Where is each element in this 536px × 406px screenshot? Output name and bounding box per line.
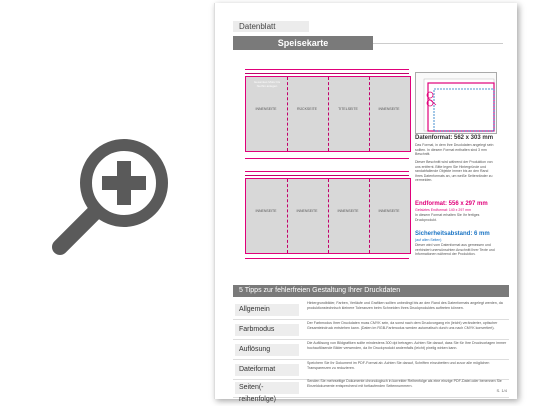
endformat-heading: Endformat: 556 x 297 mm [415, 201, 488, 207]
tip-text: Der Farbmodus Ihrer Druckdaten muss CMYK sein, da sonst nach dem Druckvorgang ein (leicht) veränderter, optischer Gesamteindruck entstehen kann. (Daten im RGB-Farbmodus werden automatisch durch uns nach CMYK konvertiert). [307, 321, 498, 330]
dimension-line [245, 158, 409, 159]
tip-row [233, 377, 509, 403]
fold-label: RÜCKSEITE [296, 107, 318, 111]
beschnitt-text: Dieser Beschnitt wird während der Produktion von uns entfernt. Bitte legen Sie Hintergründe und randabfallende Objekte immer bis an den Rand Ihres Datenformats an, um weiße Seitenränder zu vermeiden. [415, 160, 493, 182]
layout-diagram-1 [215, 58, 415, 168]
tip-text: Senden Sie mehrseitige Dokumente chronologisch in korrekter Reihenfolge als eine einzige PDF-Datei oder benennen Sie Einzeldokumente entsprechend mit fortlaufenden Seitennummern. [307, 379, 502, 388]
motif-note: Gesamtes Motiv bis hierhin anlegen [253, 80, 281, 88]
fold-label: INNENSEITE [296, 209, 318, 213]
endformat-subheading: Gefalztes Endformat: 140 x 297 mm [415, 208, 472, 212]
tip-text: Speichern Sie Ihr Dokument im PDF-Format ab. Achten Sie darauf, Schriften einzubetten und zuvor alle möglichen Transparenzen zu reduzieren. [307, 361, 490, 370]
tips-heading: 5 Tipps zur fehlerfreien Gestaltung Ihrer Druckdaten [233, 285, 509, 297]
fold-label: INNENSEITE [255, 107, 277, 111]
fold-line [287, 179, 288, 253]
divider [373, 43, 503, 44]
tip-text: Die Auflösung von Bildgrafiken sollte mindestens 300 dpi betragen. Achten Sie darauf, dass Sie für Ihre Druckvorlagen immer hochauflösende Bilder verwenden, da Ihr Druckprodukt andernfalls (leicht) pixelig wirken kann. [307, 341, 507, 350]
zoom-in-icon[interactable] [52, 135, 172, 265]
datenformat-heading: Datenformat: 562 x 303 mm [415, 135, 494, 141]
tip-label: Seiten(-reihenfolge) [235, 382, 299, 394]
dimension-line [245, 175, 409, 176]
flyer-inside [245, 178, 411, 254]
tip-label: Allgemein [235, 304, 299, 316]
corner-detail [415, 72, 497, 134]
tip-text: Hintergrundbilder, Farben, Verläufe und Grafiken sollten unbedingt bis an den Rand des Datenformats angelegt werden, da produktionstechnisch kleinere Toleranzen beim Schneiden Ihres Druckproduktes auftreten können. [307, 301, 503, 310]
tip-row [233, 299, 509, 320]
tip-label: Auflösung [235, 344, 299, 356]
fold-line [369, 77, 370, 151]
corner-detail-illustration [416, 73, 496, 133]
layout-diagram-2 [215, 165, 415, 275]
endformat-text: In diesem Format erhalten Sie Ihr fertiges Druckprodukt. [415, 213, 480, 222]
tip-label: Dateiformat [235, 364, 299, 376]
datenformat-text: Das Format, in dem Ihre Druckdaten angelegt sein sollten. In diesem Format enthalten sind 3 mm Beschnitt. [415, 143, 494, 156]
fold-label: INNENSEITE [378, 209, 400, 213]
fold-label: INNENSEITE [378, 107, 400, 111]
fold-line [287, 77, 288, 151]
fold-line [328, 77, 329, 151]
fold-label: INNENSEITE [337, 209, 359, 213]
dimension-line [245, 73, 409, 74]
document-preview [214, 3, 517, 403]
page-title: Speisekarte [233, 36, 373, 50]
sicherheit-subheading: (auf allen Seiten) [415, 238, 442, 242]
dimension-line [245, 171, 409, 172]
fold-line [369, 179, 370, 253]
flyer-outside [245, 76, 411, 152]
dimension-line [245, 69, 409, 70]
sicherheit-heading: Sicherheitsabstand: 6 mm [415, 231, 490, 237]
tip-row [233, 319, 509, 340]
tip-row [233, 339, 509, 360]
fold-label: TITELSEITE [338, 107, 358, 111]
dimension-line [245, 258, 409, 259]
page-number: S. 1/4 [496, 388, 507, 393]
datenblatt-tab: Datenblatt [233, 21, 309, 32]
sicherheit-text: Dieser wird vom Datenformat aus gemessen und verhindert unerwünschten Anschnitt Ihrer Texte und Informationen während der Produktion. [415, 243, 495, 256]
fold-line [328, 179, 329, 253]
tip-label: Farbmodus [235, 324, 299, 336]
fold-label: INNENSEITE [255, 209, 277, 213]
